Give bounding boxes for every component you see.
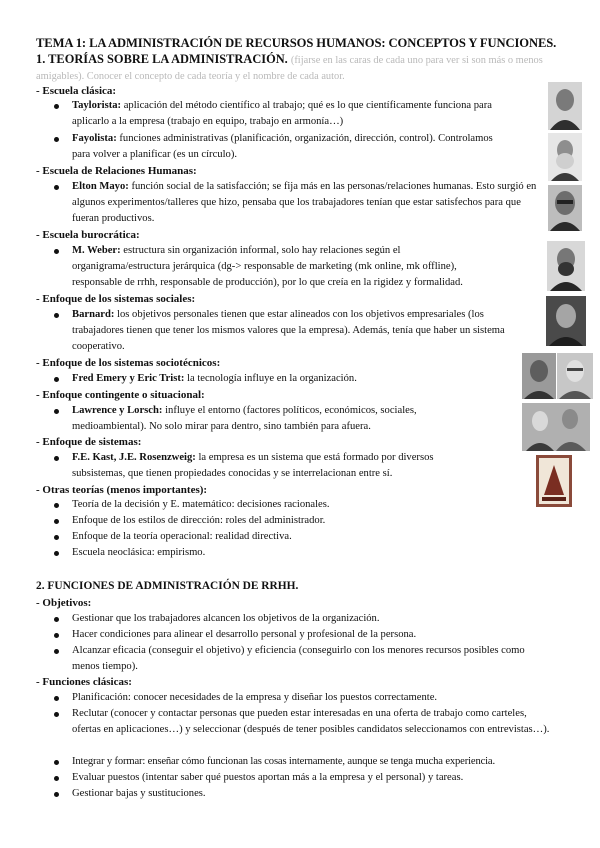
- list-item-elton-mayo: Elton Mayo: función social de la satisfacción; se fija más en las personas/relaciones humanas. Esto surgió en algunos experimentos/talleres que hizo, pensaba que los trabajadores tenían que estar satisfechos para que fueran productivos.: [72, 181, 537, 224]
- list-item-kast-rosenzweig: F.E. Kast, J.E. Rosenzweig: la empresa es un sistema que está formado por diversos subsistemas, que tienen propiedades conocidas y se interrelacionan entre sí.: [72, 452, 434, 479]
- group-label-enfoque-sistemas: - Enfoque de sistemas:: [36, 436, 142, 448]
- portrait-emery-photo: [522, 353, 556, 399]
- group-label-escuela-burocratica: - Escuela burocrática:: [36, 229, 140, 241]
- group-label-sociotecnicos: - Enfoque de los sistemas sociotécnicos:: [36, 357, 221, 369]
- list-item: Hacer condiciones para alinear el desarrollo personal y profesional de la persona.: [72, 629, 417, 640]
- book-cover-systems-image: [536, 455, 572, 507]
- bullet: [54, 377, 59, 382]
- portrait-barnard-photo: [546, 296, 586, 346]
- list-item-barnard: Barnard: los objetivos personales tienen que estar alineados con los objetivos empresariales (los trabajadores tienen que tener los mismos valores que la empresa). Además, tenía que haber un sistema cooperativo.: [72, 309, 505, 352]
- portrait-fayol-photo: [548, 133, 582, 181]
- bullet: [54, 760, 59, 765]
- list-item: Alcanzar eficacia (conseguir el objetivo) y eficiencia (conseguirlo con los menores recursos posibles como menos tiempo).: [72, 645, 525, 672]
- bullet: [54, 313, 59, 318]
- bullet: [54, 535, 59, 540]
- list-item: Planificación: conocer necesidades de la empresa y diseñar los puestos correctamente.: [72, 692, 438, 703]
- bullet: [54, 633, 59, 638]
- bullet: [54, 617, 59, 622]
- section-1-hint: (fijarse en las caras de cada uno para ver si son más o menos amigables). Conocer el concepto de cada teoría y el nombre de cada autor.: [36, 55, 543, 82]
- document-title: TEMA 1: LA ADMINISTRACIÓN DE RECURSOS HUMANOS: CONCEPTOS Y FUNCIONES.: [36, 36, 557, 50]
- list-item-lawrence-lorsch: Lawrence y Lorsch: influye el entorno (factores políticos, económicos, sociales, medioambiental). No solo mirar para dentro, sino también para afuera.: [72, 405, 417, 432]
- list-item: Enfoque de la teoría operacional: realidad directiva.: [72, 531, 292, 542]
- list-item: Gestionar que los trabajadores alcancen los objetivos de la organización.: [72, 613, 380, 624]
- list-item-emery-trist: Fred Emery y Eric Trist: la tecnología influye en la organización.: [72, 373, 357, 384]
- bullet: [54, 503, 59, 508]
- bullet: [54, 712, 59, 717]
- list-item: Enfoque de los estilos de dirección: roles del administrador.: [72, 515, 326, 526]
- group-label-contingente: - Enfoque contingente o situacional:: [36, 389, 205, 401]
- list-item-weber: M. Weber: estructura sin organización informal, solo hay relaciones según el organigrama/estructura jerárquica (dg-> responsable de marketing (mk online, mk offline), responsable de rrhh, responsable de producción), por lo que creía en la rigidez y formalidad.: [72, 245, 463, 288]
- bullet: [54, 551, 59, 556]
- list-item: Teoría de la decisión y E. matemático: decisiones racionales.: [72, 499, 330, 510]
- bullet: [54, 185, 59, 190]
- portrait-trist-photo: [557, 353, 593, 399]
- group-label-funciones-clasicas: - Funciones clásicas:: [36, 676, 132, 688]
- section-1-heading-line: [36, 52, 564, 84]
- bullet: [54, 137, 59, 142]
- bullet: [54, 776, 59, 781]
- group-label-sistemas-sociales: - Enfoque de los sistemas sociales:: [36, 293, 196, 305]
- group-label-objetivos: - Objetivos:: [36, 597, 92, 609]
- portrait-mayo-photo: [548, 185, 582, 231]
- list-item-taylorista: Taylorista: aplicación del método científico al trabajo; qué es lo que científicamente funciona para aplicarlo a la empresa (trabajo en equipo, trabajo en armonía…): [72, 100, 492, 127]
- portrait-weber-photo: [547, 241, 585, 291]
- list-item: Evaluar puestos (intentar saber qué puestos aportan más a la empresa y el personal) y tareas.: [72, 772, 464, 783]
- bullet: [54, 696, 59, 701]
- list-item-fayolista: Fayolista: funciones administrativas (planificación, organización, dirección, control). Controlamos para volver a planificar (es un círculo).: [72, 133, 493, 160]
- portrait-lawrence-lorsch-photo: [522, 403, 590, 451]
- group-label-otras-teorias: - Otras teorías (menos importantes):: [36, 484, 208, 496]
- bullet: [54, 649, 59, 654]
- section-1-heading: 1. TEORÍAS SOBRE LA ADMINISTRACIÓN.: [36, 52, 288, 66]
- group-label-escuela-clasica: - Escuela clásica:: [36, 85, 117, 97]
- section-2-heading: 2. FUNCIONES DE ADMINISTRACIÓN DE RRHH.: [36, 580, 299, 592]
- bullet: [54, 519, 59, 524]
- bullet: [54, 249, 59, 254]
- list-item: Integrar y formar: enseñar cómo funcionan las cosas internamente, aunque se tenga mucha experiencia.: [72, 756, 495, 767]
- bullet: [54, 409, 59, 414]
- portrait-taylor-photo: [548, 82, 582, 130]
- bullet: [54, 456, 59, 461]
- bullet: [54, 792, 59, 797]
- list-item: Reclutar (conocer y contactar personas que pueden estar interesadas en una oferta de trabajo como carteles, ofertas en aplicaciones…) y seleccionar (después de tener posibles candidatos seleccionamos con entrevistas…).: [72, 708, 550, 735]
- list-item: Escuela neoclásica: empirismo.: [72, 547, 206, 558]
- bullet: [54, 104, 59, 109]
- list-item: Gestionar bajas y sustituciones.: [72, 788, 206, 799]
- group-label-relaciones-humanas: - Escuela de Relaciones Humanas:: [36, 165, 197, 177]
